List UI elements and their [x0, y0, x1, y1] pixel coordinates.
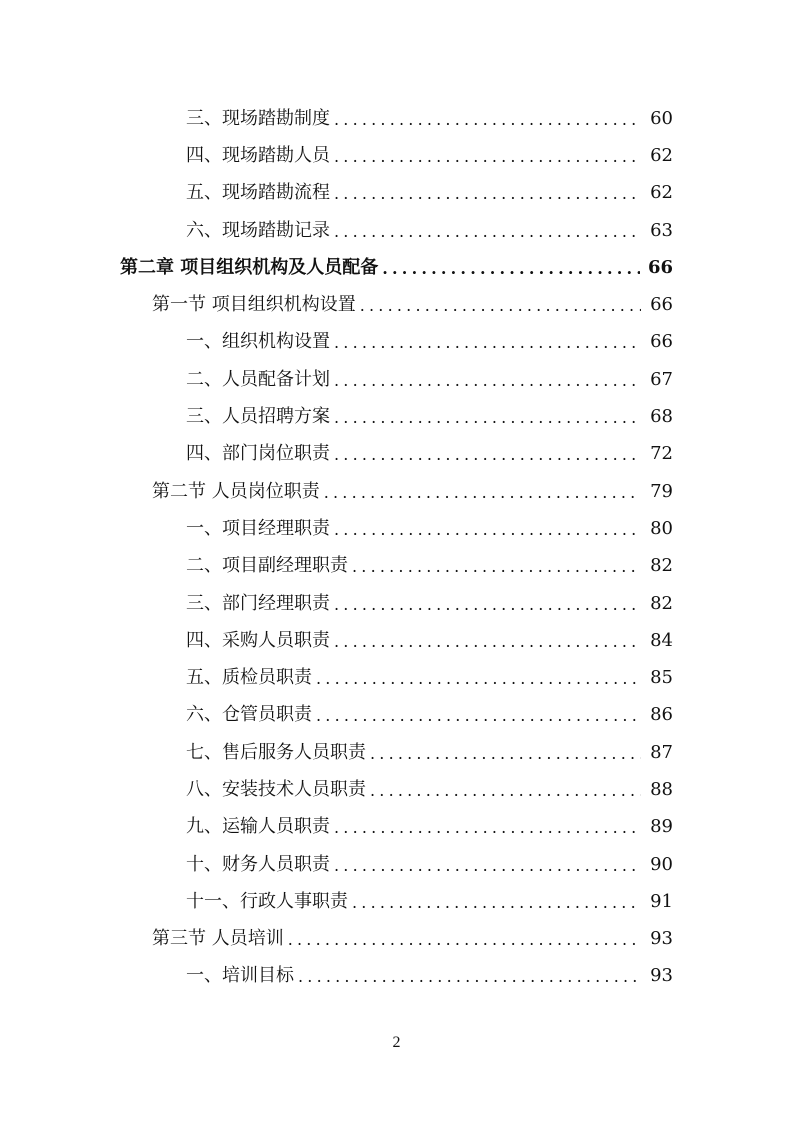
toc-entry-label: 三、人员招聘方案	[186, 406, 330, 428]
dot-leader	[334, 593, 641, 617]
page-number: 2	[392, 1034, 401, 1051]
dot-leader	[352, 891, 641, 915]
dot-leader	[334, 220, 641, 244]
toc-entry-label: 四、采购人员职责	[186, 629, 330, 651]
toc-entry-label: 第三节 人员培训	[152, 928, 284, 950]
toc-entry[interactable]	[0, 734, 793, 771]
dot-leader	[382, 257, 640, 281]
dot-leader	[298, 965, 641, 989]
dot-leader	[316, 667, 641, 691]
toc-section-entry[interactable]	[0, 473, 793, 510]
toc-entry-page: 62	[650, 182, 673, 204]
toc-entry[interactable]	[0, 622, 793, 659]
toc-entry[interactable]	[0, 883, 793, 920]
toc-entry-page: 63	[650, 219, 673, 241]
toc-entry-label: 四、部门岗位职责	[186, 443, 330, 465]
toc-entry[interactable]	[0, 137, 793, 174]
dot-leader	[334, 182, 641, 206]
toc-entry[interactable]	[0, 846, 793, 883]
toc-entry-label: 十、财务人员职责	[186, 853, 330, 875]
dot-leader	[370, 779, 641, 803]
toc-entry-label: 十一、行政人事职责	[186, 890, 348, 912]
dot-leader	[334, 518, 641, 542]
toc-entry-label: 六、仓管员职责	[186, 704, 312, 726]
toc-entry-page: 91	[650, 890, 673, 912]
toc-entry-label: 第二章 项目组织机构及人员配备	[120, 256, 379, 278]
toc-entry-page: 93	[650, 965, 673, 987]
toc-entry-page: 66	[650, 294, 673, 316]
dot-leader	[352, 555, 641, 579]
dot-leader	[334, 630, 641, 654]
toc-section-entry[interactable]	[0, 921, 793, 958]
toc-entry[interactable]	[0, 548, 793, 585]
toc-entry-page: 89	[650, 816, 673, 838]
toc-entry-page: 82	[650, 592, 673, 614]
dot-leader	[288, 928, 641, 952]
toc-entry[interactable]	[0, 175, 793, 212]
toc-entry-label: 二、项目副经理职责	[186, 555, 348, 577]
toc-entry[interactable]	[0, 100, 793, 137]
toc-entry-label: 九、运输人员职责	[186, 816, 330, 838]
toc-entry-label: 第二节 人员岗位职责	[152, 480, 320, 502]
toc-entry-page: 62	[650, 144, 673, 166]
toc-entry[interactable]	[0, 659, 793, 696]
toc-entry-label: 三、现场踏勘制度	[186, 107, 330, 129]
dot-leader	[334, 108, 641, 132]
toc-entry-page: 60	[650, 107, 673, 129]
toc-entry[interactable]	[0, 510, 793, 547]
toc-entry-page: 85	[650, 667, 673, 689]
toc-entry-page: 87	[650, 741, 673, 763]
toc-entry-label: 六、现场踏勘记录	[186, 219, 330, 241]
toc-entry-label: 五、现场踏勘流程	[186, 182, 330, 204]
toc-entry-page: 90	[650, 853, 673, 875]
dot-leader	[334, 145, 641, 169]
toc-entry[interactable]	[0, 809, 793, 846]
toc-entry[interactable]	[0, 324, 793, 361]
dot-leader	[334, 331, 641, 355]
toc-entry-page: 93	[650, 928, 673, 950]
dot-leader	[370, 742, 641, 766]
toc-entry-page: 67	[650, 368, 673, 390]
toc-entry-label: 五、质检员职责	[186, 667, 312, 689]
toc-entry[interactable]	[0, 212, 793, 249]
toc-entry-page: 68	[650, 406, 673, 428]
toc-entry[interactable]	[0, 771, 793, 808]
toc-entry-page: 72	[650, 443, 673, 465]
toc-entry-label: 二、人员配备计划	[186, 368, 330, 390]
toc-entry-label: 一、培训目标	[186, 965, 294, 987]
dot-leader	[316, 704, 641, 728]
toc-entry-page: 88	[650, 778, 673, 800]
table-of-contents	[0, 100, 793, 995]
toc-entry-page: 79	[650, 480, 673, 502]
toc-entry-label: 一、组织机构设置	[186, 331, 330, 353]
toc-entry-label: 三、部门经理职责	[186, 592, 330, 614]
toc-entry-label: 四、现场踏勘人员	[186, 144, 330, 166]
toc-entry-page: 80	[650, 517, 673, 539]
dot-leader	[360, 294, 641, 318]
toc-entry-page: 82	[650, 555, 673, 577]
dot-leader	[334, 443, 641, 467]
toc-entry-page: 84	[650, 629, 673, 651]
toc-entry[interactable]	[0, 697, 793, 734]
toc-entry-label: 一、项目经理职责	[186, 517, 330, 539]
dot-leader	[324, 481, 641, 505]
toc-entry[interactable]	[0, 585, 793, 622]
toc-entry-page: 66	[650, 331, 673, 353]
toc-entry[interactable]	[0, 398, 793, 435]
toc-entry-label: 七、售后服务人员职责	[186, 741, 366, 763]
toc-section-entry[interactable]	[0, 286, 793, 323]
toc-entry-label: 八、安装技术人员职责	[186, 778, 366, 800]
toc-chapter-entry[interactable]	[0, 249, 793, 286]
toc-entry[interactable]	[0, 361, 793, 398]
toc-entry[interactable]	[0, 436, 793, 473]
toc-entry[interactable]	[0, 958, 793, 995]
toc-entry-page: 86	[650, 704, 673, 726]
dot-leader	[334, 406, 641, 430]
toc-entry-page: 66	[647, 256, 673, 278]
toc-entry-label: 第一节 项目组织机构设置	[152, 294, 356, 316]
dot-leader	[334, 369, 641, 393]
dot-leader	[334, 854, 641, 878]
dot-leader	[334, 816, 641, 840]
